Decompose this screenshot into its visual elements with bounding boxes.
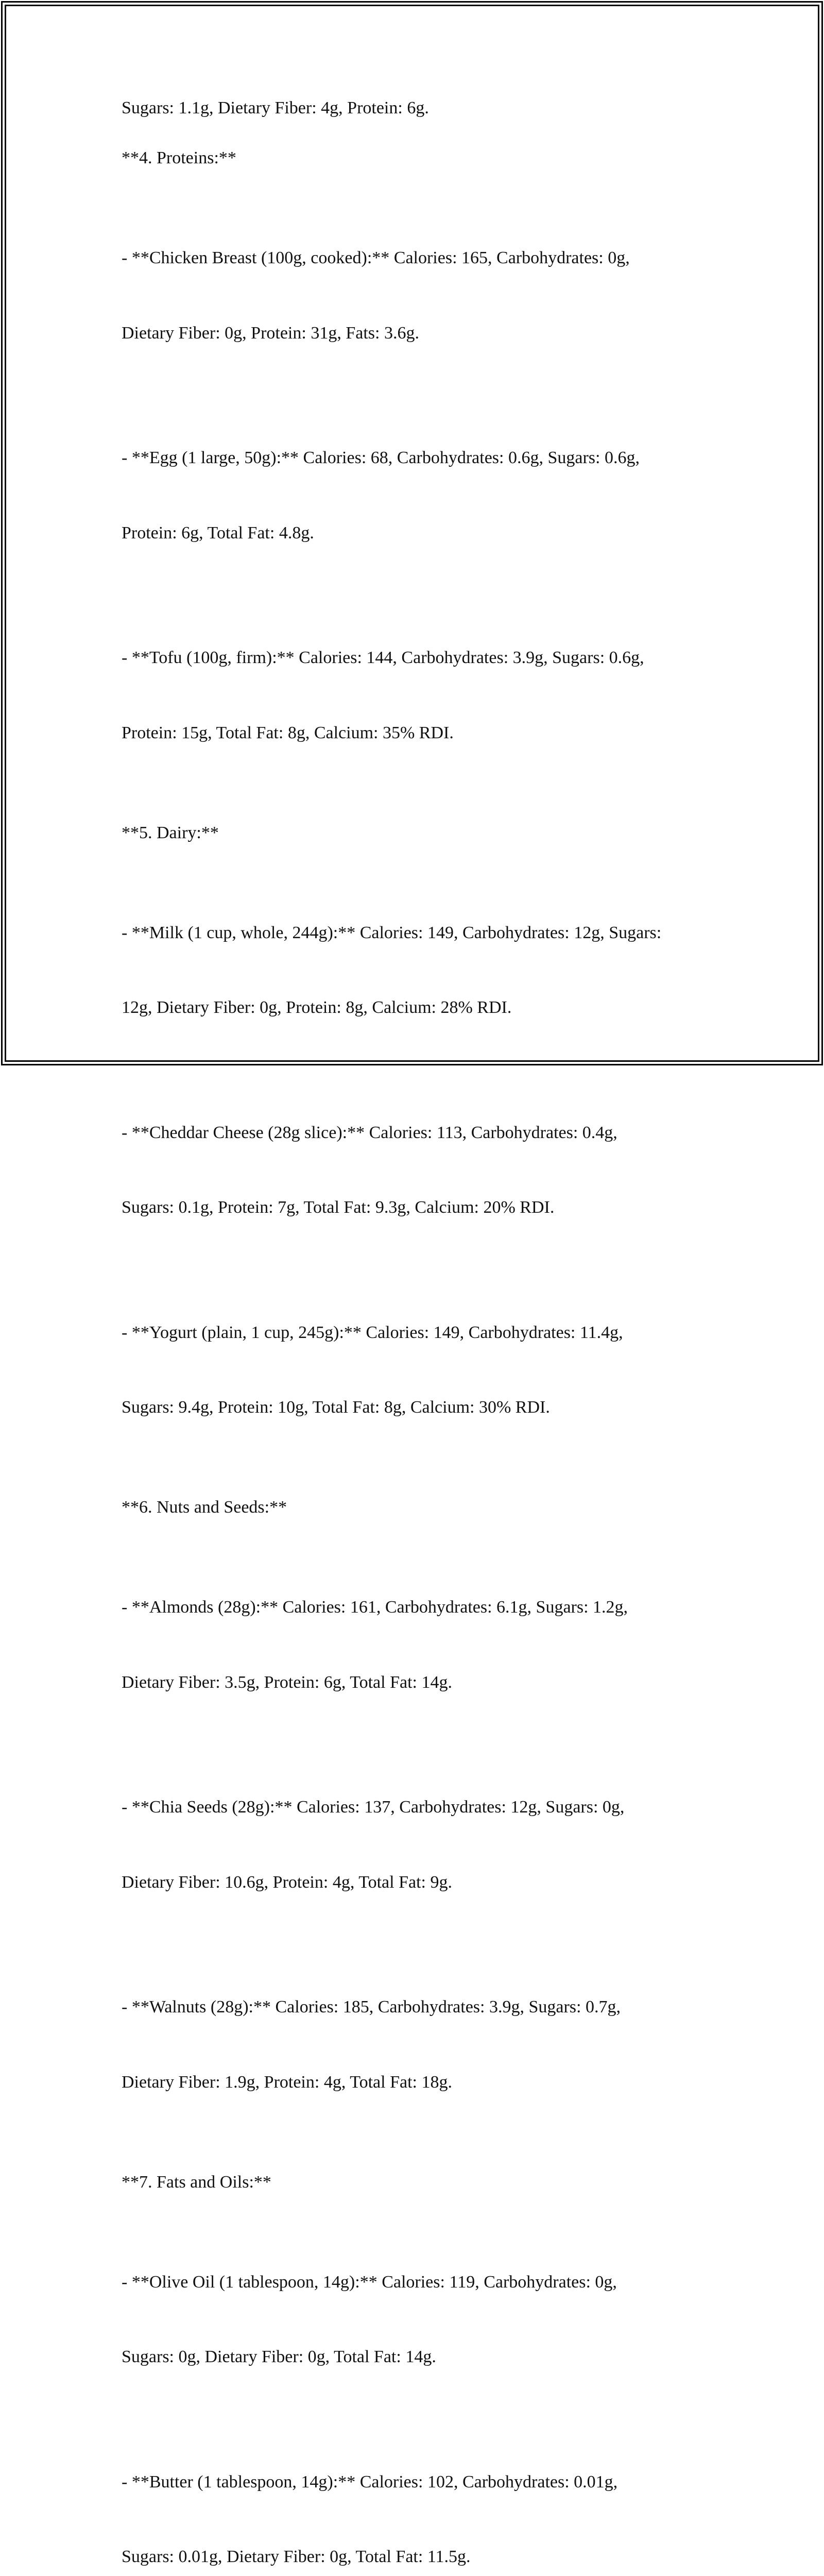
spacer: [122, 171, 714, 196]
list-item: [122, 871, 714, 1071]
list-item: [122, 2420, 714, 2576]
list-item-line: Sugars: 9.4g, Protein: 10g, Total Fat: 8g, Calcium: 30% RDI.: [122, 1395, 714, 1420]
list-item-line: - **Milk (1 cup, whole, 244g):** Calories: 149, Carbohydrates: 12g, Sugars:: [122, 921, 714, 946]
list-item: [122, 1945, 714, 2145]
list-item: [122, 1545, 714, 1745]
spacer: [122, 795, 714, 821]
section-heading-dairy: **5. Dairy:**: [122, 821, 714, 846]
list-item-line: Protein: 6g, Total Fat: 4.8g.: [122, 521, 714, 546]
spacer: [122, 1520, 714, 1546]
list-item-line: - **Olive Oil (1 tablespoon, 14g):** Calories: 119, Carbohydrates: 0g,: [122, 2270, 714, 2295]
list-item-line: Sugars: 0g, Dietary Fiber: 0g, Total Fat: 14g.: [122, 2345, 714, 2370]
spacer: [122, 121, 714, 146]
list-item-line: Protein: 15g, Total Fat: 8g, Calcium: 35% RDI.: [122, 721, 714, 746]
list-item-line: - **Chicken Breast (100g, cooked):** Calories: 165, Carbohydrates: 0g,: [122, 246, 714, 271]
spacer: [122, 1470, 714, 1496]
list-item-line: Dietary Fiber: 3.5g, Protein: 6g, Total Fat: 14g.: [122, 1670, 714, 1696]
list-item: [122, 596, 714, 795]
spacer: [122, 845, 714, 871]
list-item-line: - **Chia Seeds (28g):** Calories: 137, Carbohydrates: 12g, Sugars: 0g,: [122, 1795, 714, 1820]
section-heading-proteins: **4. Proteins:**: [122, 146, 714, 171]
list-item: [122, 1071, 714, 1270]
list-item-line: Dietary Fiber: 1.9g, Protein: 4g, Total Fat: 18g.: [122, 2070, 714, 2095]
list-item-line: - **Butter (1 tablespoon, 14g):** Calories: 102, Carbohydrates: 0.01g,: [122, 2470, 714, 2495]
list-item-line: Sugars: 0.01g, Dietary Fiber: 0g, Total Fat: 11.5g.: [122, 2545, 714, 2570]
list-item: [122, 396, 714, 596]
text-line: Sugars: 1.1g, Dietary Fiber: 4g, Protein: 6g.: [122, 96, 714, 121]
list-item-line: Dietary Fiber: 10.6g, Protein: 4g, Total Fat: 9g.: [122, 1870, 714, 1895]
section-heading-fats-oils: **7. Fats and Oils:**: [122, 2170, 714, 2195]
list-item-line: - **Walnuts (28g):** Calories: 185, Carbohydrates: 3.9g, Sugars: 0.7g,: [122, 1995, 714, 2020]
list-item: [122, 1270, 714, 1470]
list-item-line: - **Egg (1 large, 50g):** Calories: 68, Carbohydrates: 0.6g, Sugars: 0.6g,: [122, 446, 714, 471]
list-item-line: 12g, Dietary Fiber: 0g, Protein: 8g, Calcium: 28% RDI.: [122, 995, 714, 1021]
spacer: [122, 2195, 714, 2220]
list-item-line: - **Yogurt (plain, 1 cup, 245g):** Calories: 149, Carbohydrates: 11.4g,: [122, 1320, 714, 1346]
list-item: [122, 1745, 714, 1945]
list-item-line: - **Cheddar Cheese (28g slice):** Calories: 113, Carbohydrates: 0.4g,: [122, 1121, 714, 1146]
spacer: [122, 2145, 714, 2170]
list-item: [122, 196, 714, 396]
document-body: [122, 96, 714, 2576]
list-item-line: - **Almonds (28g):** Calories: 161, Carbohydrates: 6.1g, Sugars: 1.2g,: [122, 1595, 714, 1620]
list-item-line: Sugars: 0.1g, Protein: 7g, Total Fat: 9.3g, Calcium: 20% RDI.: [122, 1195, 714, 1221]
list-item-line: - **Tofu (100g, firm):** Calories: 144, Carbohydrates: 3.9g, Sugars: 0.6g,: [122, 646, 714, 671]
list-item-line: Dietary Fiber: 0g, Protein: 31g, Fats: 3.6g.: [122, 321, 714, 346]
list-item: [122, 2220, 714, 2420]
section-heading-nuts-seeds: **6. Nuts and Seeds:**: [122, 1495, 714, 1520]
